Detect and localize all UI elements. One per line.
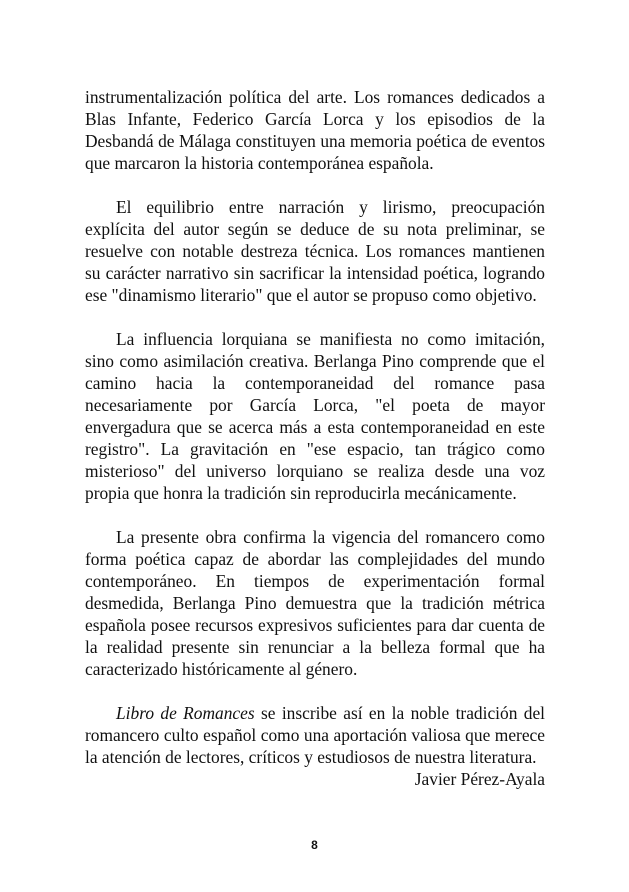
document-page xyxy=(85,86,545,790)
paragraph-narration-lyricism: El equilibrio entre narración y lirismo, preocupación explícita del autor según se deduce de su nota preliminar, se resuelve con notable destreza técnica. Los romances mantienen su carácter narrativo sin sacrificar la intensidad poética, logrando ese "dinamismo literario" que el autor se propuso como objetivo. xyxy=(85,197,545,305)
author-signature: Javier Pérez-Ayala xyxy=(414,769,545,789)
paragraph-continuation: instrumentalización política del arte. Los romances dedicados a Blas Infante, Federico García Lorca y los episodios de la Desbandá de Málaga constituyen una memoria poética de eventos que marcaron la historia contemporánea española. xyxy=(85,87,545,173)
paragraph-romancero-validity: La presente obra confirma la vigencia del romancero como forma poética capaz de abordar las complejidades del mundo contemporáneo. En tiempos de experimentación formal desmedida, Berlanga Pino demuestra que la tradición métrica española posee recursos expresivos suficientes para dar cuenta de la realidad presente sin renunciar a la belleza formal que ha caracterizado históricamente al género. xyxy=(85,527,545,679)
page-number: 8 xyxy=(311,838,318,852)
paragraph-conclusion-text: se inscribe así en la noble tradición del romancero culto español como una aportación valiosa que merece la atención de lectores, críticos y estudiosos de nuestra literatura. xyxy=(85,703,545,767)
book-title: Libro de Romances xyxy=(116,703,255,723)
paragraph-conclusion xyxy=(85,702,545,768)
paragraph-lorca-influence: La influencia lorquiana se manifiesta no como imitación, sino como asimilación creativa. Berlanga Pino comprende que el camino hacia la contemporaneidad del romance pasa necesariamente por García Lorca, "el poeta de mayor envergadura que se acerca más a esta contemporaneidad en este registro". La gravitación en "ese espacio, tan trágico como misterioso" del universo lorquiano se realiza desde una voz propia que honra la tradición sin reproducirla mecánicamente. xyxy=(85,329,545,503)
